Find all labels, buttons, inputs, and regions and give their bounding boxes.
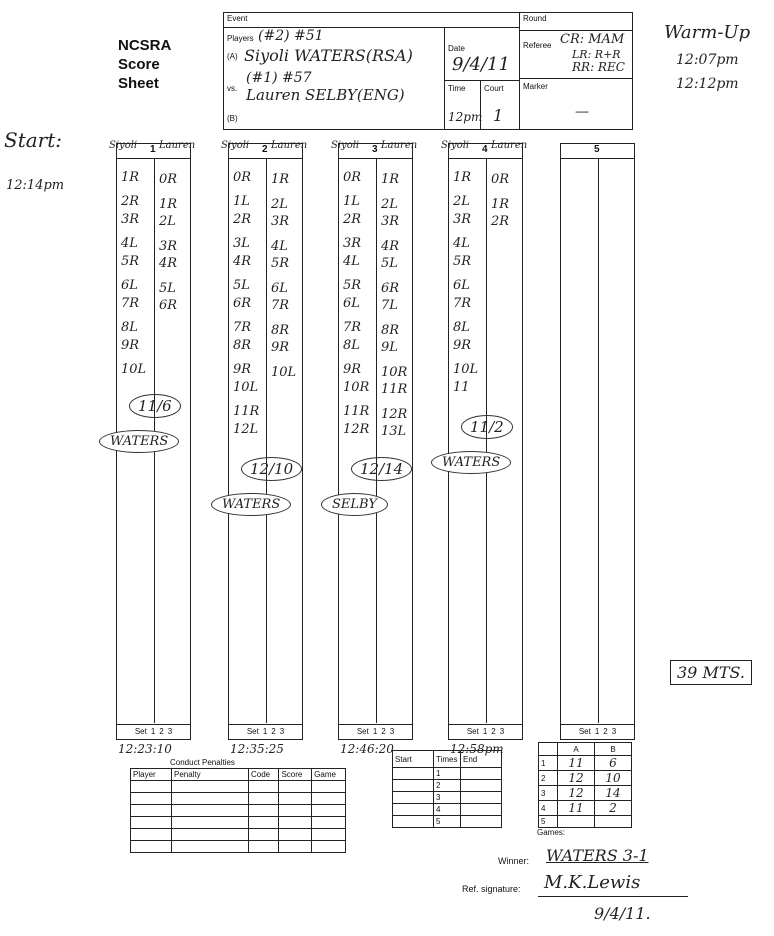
server-score-left: 10L [121, 362, 147, 377]
server-score-left: 3R [121, 212, 140, 227]
game-3-column [331, 140, 418, 740]
player-a-ids: (#2) #51 [258, 28, 324, 44]
server-score-left: 2L [453, 194, 470, 209]
server-score-right: 11R [381, 382, 408, 397]
summary-game-num: 3 [539, 786, 558, 801]
server-score-left: 4R [233, 254, 252, 269]
set-option: 3 [611, 727, 617, 736]
set-label: Set [466, 727, 479, 736]
server-score-left: 2R [121, 194, 140, 209]
server-score-left: 5R [343, 278, 362, 293]
player-a-prefix: (A) [227, 52, 238, 61]
game-5-column [560, 143, 635, 740]
header-right-player: Lauren [271, 140, 308, 151]
event-label: Event [227, 14, 248, 23]
set-row [117, 724, 190, 739]
summary-a: 12 [558, 771, 595, 786]
vs-label: vs. [227, 84, 238, 93]
conduct-penalties-table [130, 768, 346, 853]
server-score-left: 2R [233, 212, 252, 227]
server-score-left: 8L [121, 320, 138, 335]
col-times: Times [434, 751, 461, 768]
game-winner: WATERS [431, 451, 511, 474]
server-score-left: 0R [233, 170, 252, 185]
player-b-prefix: (B) [227, 114, 238, 123]
summary-a [558, 816, 595, 828]
server-score-left: 7R [343, 320, 362, 335]
set-option: 2 [159, 727, 164, 736]
set-option: 1 [262, 727, 268, 736]
server-score-right: 6L [271, 281, 288, 296]
game-1-column [109, 140, 196, 740]
summary-a: 11 [558, 756, 595, 771]
start-time: 12:14pm [6, 178, 65, 193]
game-4-column [441, 140, 528, 740]
server-score-right: 10R [381, 365, 408, 380]
server-score-left: 3R [343, 236, 362, 251]
server-score-right: 12R [381, 407, 408, 422]
server-score-left: 1L [233, 194, 250, 209]
header-left-player: Siyoli [441, 140, 470, 151]
set-row [229, 724, 302, 739]
server-score-left: 11R [343, 404, 370, 419]
winner-label: Winner: [498, 856, 530, 866]
referee-label: Referee [523, 41, 552, 50]
times-row: 2 [434, 780, 461, 792]
col-code: Code [249, 769, 279, 781]
warmup-label: Warm-Up [664, 22, 751, 43]
server-score-left: 6R [233, 296, 252, 311]
col-a: A [558, 743, 595, 756]
set-option: 2 [271, 727, 276, 736]
server-score-left: 10L [233, 380, 259, 395]
player-b-ids: (#1) #57 [246, 70, 312, 86]
game-number: 4 [482, 144, 488, 155]
server-score-right: 4R [381, 239, 400, 254]
server-score-right: 3R [381, 214, 400, 229]
server-score-right: 2L [159, 214, 176, 229]
set-label: Set [356, 727, 369, 736]
server-score-left: 6L [343, 296, 360, 311]
summary-a: 12 [558, 786, 595, 801]
server-score-right: 7L [381, 298, 398, 313]
server-score-right: 1R [159, 197, 178, 212]
col-end: End [461, 751, 502, 768]
server-score-right: 2L [381, 197, 398, 212]
round-label: Round [523, 14, 547, 23]
server-score-left: 9R [233, 362, 252, 377]
server-score-left: 10R [343, 380, 370, 395]
server-score-right: 7R [271, 298, 290, 313]
col-player: Player [131, 769, 172, 781]
game-winner: WATERS [99, 430, 179, 453]
server-score-right: 10L [271, 365, 297, 380]
game-summary-table [538, 742, 632, 828]
server-score-left: 10L [453, 362, 479, 377]
title-line-2: Score [118, 56, 160, 73]
server-score-left: 4L [121, 236, 138, 251]
game-winner: WATERS [211, 493, 291, 516]
times-table [392, 750, 502, 828]
game-number: 2 [262, 144, 268, 155]
server-score-left: 6L [121, 278, 138, 293]
col-start: Start [393, 751, 434, 768]
header-right-player: Lauren [491, 140, 528, 151]
server-score-right: 1R [491, 197, 510, 212]
server-score-left: 1L [343, 194, 360, 209]
set-option: 2 [381, 727, 386, 736]
set-option: 3 [499, 727, 505, 736]
server-score-left: 3R [453, 212, 472, 227]
header-left-player: Siyoli [221, 140, 250, 151]
games-label: Games: [537, 828, 566, 837]
server-score-right: 9R [271, 340, 290, 355]
server-score-right: 8R [381, 323, 400, 338]
referee-3: RR: REC [572, 60, 625, 74]
set-label: Set [578, 727, 591, 736]
server-score-right: 8R [271, 323, 290, 338]
warmup-time-2: 12:12pm [676, 76, 739, 92]
server-score-right: 3R [271, 214, 290, 229]
server-score-right: 9L [381, 340, 398, 355]
marker-label: Marker [523, 82, 548, 91]
summary-b: 2 [595, 801, 632, 816]
server-score-left: 4L [453, 236, 470, 251]
warmup-time-1: 12:07pm [676, 52, 739, 68]
game-end-time: 12:35:25 [230, 742, 284, 756]
col-game: Game [312, 769, 346, 781]
summary-b [595, 816, 632, 828]
server-score-left: 6L [453, 278, 470, 293]
summary-game-num: 4 [539, 801, 558, 816]
server-score-left: 5L [233, 278, 250, 293]
server-score-left: 7R [121, 296, 140, 311]
server-score-left: 2R [343, 212, 362, 227]
header-right-player: Lauren [159, 140, 196, 151]
signed-date: 9/4/11. [594, 904, 651, 923]
time-label: Time [448, 84, 466, 93]
header-left-player: Siyoli [109, 140, 138, 151]
summary-game-num: 1 [539, 756, 558, 771]
server-score-right: 5L [381, 256, 398, 271]
set-option: 3 [389, 727, 395, 736]
server-score-right: 0R [491, 172, 510, 187]
server-score-left: 5R [453, 254, 472, 269]
server-score-left: 8L [453, 320, 470, 335]
server-score-left: 9R [343, 362, 362, 377]
server-score-left: 5R [121, 254, 140, 269]
set-option: 1 [594, 727, 600, 736]
server-score-left: 9R [121, 338, 140, 353]
players-label: Players [227, 34, 254, 43]
server-score-right: 2R [491, 214, 510, 229]
summary-b: 14 [595, 786, 632, 801]
server-score-left: 1R [453, 170, 472, 185]
set-option: 3 [279, 727, 285, 736]
summary-b: 6 [595, 756, 632, 771]
set-option: 2 [603, 727, 608, 736]
server-score-right: 6R [381, 281, 400, 296]
set-option: 1 [482, 727, 488, 736]
set-option: 3 [167, 727, 173, 736]
date-label: Date [448, 44, 465, 53]
set-row [449, 724, 522, 739]
set-option: 2 [491, 727, 496, 736]
game-end-time: 12:46:20 [340, 742, 394, 756]
time-value: 12pm [448, 110, 483, 124]
game-number: 1 [150, 144, 156, 155]
marker-value: — [575, 104, 589, 120]
server-score-right: 4R [159, 256, 178, 271]
game-number: 3 [372, 144, 378, 155]
server-score-right: 4L [271, 239, 288, 254]
server-score-left: 9R [453, 338, 472, 353]
conduct-penalties-title: Conduct Penalties [170, 758, 235, 767]
times-row: 5 [434, 816, 461, 828]
times-row: 1 [434, 768, 461, 780]
ref-signature: M.K.Lewis [544, 872, 641, 893]
server-score-right: 1R [381, 172, 400, 187]
summary-b: 10 [595, 771, 632, 786]
referee-1: CR: MAM [560, 32, 625, 47]
server-score-left: 11R [233, 404, 260, 419]
server-score-right: 5R [271, 256, 290, 271]
server-score-right: 1R [271, 172, 290, 187]
set-label: Set [134, 727, 147, 736]
date-value: 9/4/11 [452, 54, 510, 75]
summary-a: 11 [558, 801, 595, 816]
server-score-right: 6R [159, 298, 178, 313]
header-left-player: Siyoli [331, 140, 360, 151]
set-label: Set [246, 727, 259, 736]
server-score-right: 5L [159, 281, 176, 296]
set-option: 1 [372, 727, 378, 736]
game-number: 5 [594, 144, 600, 155]
player-a-name: Siyoli WATERS(RSA) [244, 46, 413, 65]
game-winner: SELBY [321, 493, 388, 516]
game-final-score: 12/10 [241, 457, 302, 481]
game-final-score: 11/6 [129, 394, 181, 418]
col-score: Score [279, 769, 312, 781]
server-score-left: 8R [233, 338, 252, 353]
server-score-left: 3L [233, 236, 250, 251]
server-score-left: 7R [233, 320, 252, 335]
times-row: 4 [434, 804, 461, 816]
summary-game-num: 2 [539, 771, 558, 786]
sheet-title [118, 36, 171, 93]
game-final-score: 12/14 [351, 457, 412, 481]
set-option: 1 [150, 727, 156, 736]
set-row [561, 724, 634, 739]
ref-signature-label: Ref. signature: [462, 884, 521, 894]
col-b: B [595, 743, 632, 756]
server-score-left: 8L [343, 338, 360, 353]
match-duration: 39 MTS. [670, 660, 752, 685]
game-end-time: 12:23:10 [118, 742, 172, 756]
game-2-column [221, 140, 308, 740]
server-score-right: 2L [271, 197, 288, 212]
times-row: 3 [434, 792, 461, 804]
server-score-left: 11 [453, 380, 470, 395]
court-value: 1 [493, 106, 504, 125]
server-score-left: 0R [343, 170, 362, 185]
referee-2: LR: R+R [572, 48, 621, 61]
title-line-3: Sheet [118, 75, 159, 92]
server-score-left: 1R [121, 170, 140, 185]
header-right-player: Lauren [381, 140, 418, 151]
server-score-right: 3R [159, 239, 178, 254]
title-line-1: NCSRA [118, 37, 172, 54]
server-score-right: 0R [159, 172, 178, 187]
game-final-score: 11/2 [461, 415, 513, 439]
col-penalty: Penalty [172, 769, 249, 781]
start-label: Start: [4, 128, 62, 152]
summary-game-num: 5 [539, 816, 558, 828]
server-score-left: 12R [343, 422, 370, 437]
court-label: Court [484, 84, 504, 93]
server-score-right: 13L [381, 424, 407, 439]
server-score-left: 4L [343, 254, 360, 269]
player-b-name: Lauren SELBY(ENG) [246, 86, 405, 104]
server-score-left: 7R [453, 296, 472, 311]
set-row [339, 724, 412, 739]
winner-value: WATERS 3-1 [546, 846, 649, 865]
game-end-time: 12:58pm [450, 742, 504, 756]
server-score-left: 12L [233, 422, 259, 437]
